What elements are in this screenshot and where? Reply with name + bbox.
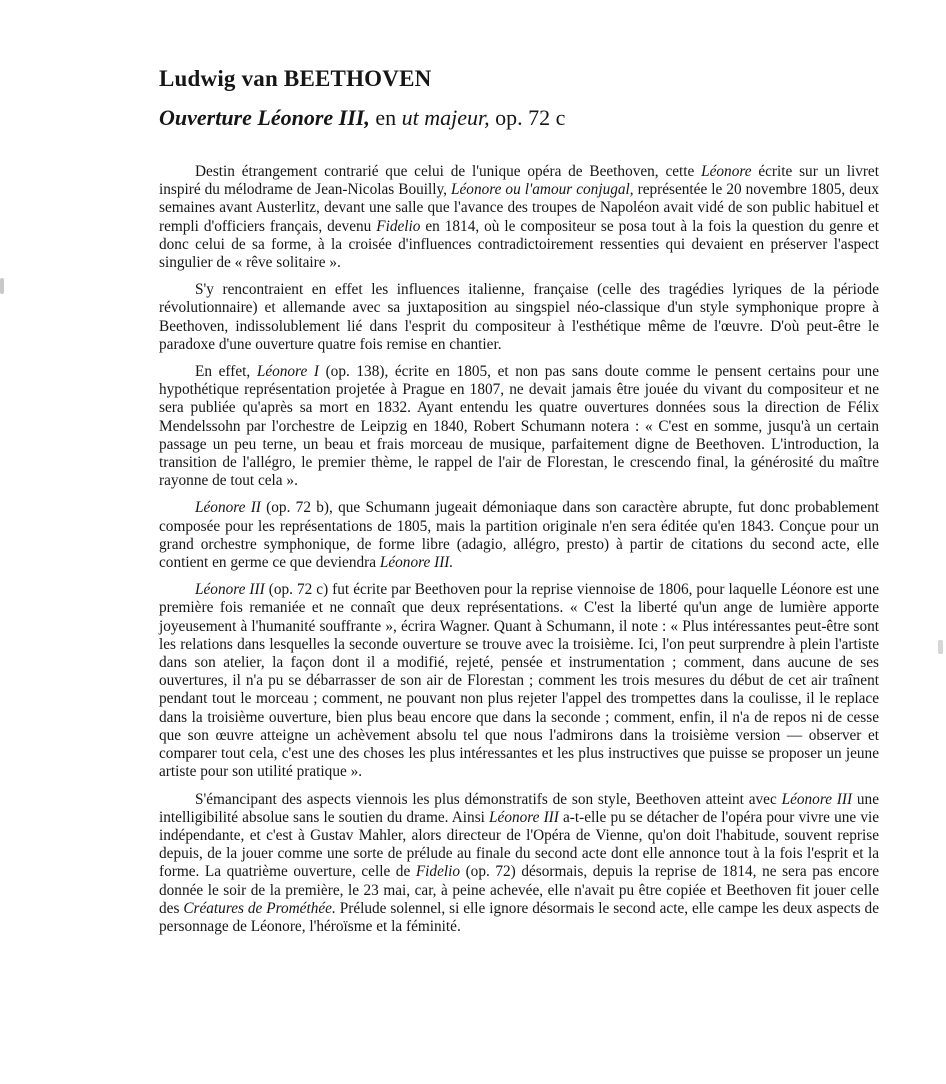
- text-run: a-t-elle pu se détacher de l'opéra pour vivre une vie indépendante, et c'est à Gustav Mahler, alors directeur de l'Opéra de Vienne, qu'on doit l'habitude, souvent reprise depuis, de la jouer comme une sorte de prélude au finale du second acte dont elle annonce tout à la fois l'esprit et la forme. La quatrième ouverture, celle de: [159, 808, 880, 881]
- italic-text: Fidelio: [415, 863, 461, 881]
- text-run: écrite sur un livret inspiré du mélodrame de Jean-Nicolas Bouilly,: [159, 163, 879, 199]
- work-title-sep: en: [369, 105, 402, 130]
- article-body: [159, 163, 879, 945]
- text-run: S'y rencontraient en effet les influences italienne, française (celle des tragédies lyriques de la période révolutionnaire) et allemande avec sa juxtaposition au singspiel néo-classique d'un style symphonique propre à Beethoven, indissolublement lié dans l'esprit du compositeur à l'esthétique même de l'œuvre. D'où peut-être le paradoxe d'une ouverture quatre fois remise en chantier.: [159, 281, 879, 353]
- paragraph: [159, 581, 879, 781]
- text-run: (op. 72 c) fut écrite par Beethoven pour la reprise viennoise de 1806, pour laquelle Léonore est une première fois remaniée et ne connaît que deux représentations. « C'est la liberté qu'un ange de lumière apporte joyeusement à l'humanité souffrante », écrira Wagner. Quant à Schumann, il note : « Plus intéressantes peut-être sont les relations dans lesquelles la seconde ouverture se trouve avec la troisième. Ici, l'on peut surprendre à plein l'artiste dans son atelier, la façon dont il a modifié, rejeté, pensée et instrumentation ; comment, dans aucune de ses ouvertures, il n'a pu se débarrasser de son air de Florestan ; comment les trois mesures du début de cet air traînent pendant tout le morceau ; comment, ne pouvant non plus rejeter l'appel des trompettes dans la coulisse, il le replace dans la troisième ouverture, bien plus beau encore que dans la seconde ; comment, enfin, il n'a de repos ni de cesse que son œuvre atteigne un achèvement absolu tel que nous l'admirons dans la troisième version — observer et comparer tout cela, c'est une des choses les plus intéressantes et les plus instructives que puisse se proposer un jeune artiste pour son utilité pratique ».: [159, 581, 879, 781]
- italic-text: Léonore III.: [379, 554, 454, 572]
- text-run: représentée le 20 novembre 1805, deux semaines avant Austerlitz, devant une salle que l'avance des troupes de Napoléon avait vidé de son public habituel et rempli d'officiers français, devenu: [159, 181, 879, 235]
- text-run: Prélude solennel, si elle ignore désormais le second acte, elle campe les deux aspects de personnage de Léonore, l'héroïsme et la féminité.: [159, 899, 879, 935]
- text-run: (op. 72) désormais, depuis la reprise de 1814, ne sera pas encore donnée le soir de la première, le 23 mai, car, à peine achevée, elle n'avait pu être copiée et Beethoven fit jouer celle des: [159, 863, 880, 917]
- work-title-main: Ouverture Léonore III,: [159, 105, 370, 130]
- paragraph: [159, 163, 879, 272]
- paragraph: [159, 791, 879, 937]
- italic-text: Créatures de Prométhée.: [183, 899, 336, 917]
- italic-text: Léonore I: [256, 363, 319, 381]
- work-title: [159, 105, 565, 131]
- paragraph: [159, 281, 879, 354]
- italic-text: Léonore II: [195, 499, 261, 517]
- italic-text: Fidelio: [376, 217, 421, 235]
- italic-text: Léonore III: [489, 808, 559, 826]
- text-run: En effet,: [195, 363, 257, 381]
- text-run: Destin étrangement contrarié que celui de l'unique opéra de Beethoven, cette: [195, 163, 702, 180]
- scan-edge-mark: [0, 278, 4, 294]
- paragraph: [159, 363, 879, 490]
- italic-text: Léonore III: [781, 790, 853, 808]
- text-run: une intelligibilité absolue sans le soutien du drame. Ainsi: [159, 790, 879, 826]
- italic-text: Léonore III: [195, 581, 265, 599]
- scan-edge-mark: [938, 640, 943, 654]
- paragraph: [159, 499, 879, 572]
- composer-heading: Ludwig van BEETHOVEN: [159, 66, 432, 91]
- text-run: S'émancipant des aspects viennois les plus démonstratifs de son style, Beethoven atteint avec: [195, 790, 782, 808]
- text-run: en 1814, où le compositeur se posa tout à la fois la question du genre et donc celui de sa forme, à la croisée d'influences contradictoirement ressenties qui devaient en préserver l'aspect singulier de « rêve solitaire ».: [159, 217, 879, 272]
- text-run: (op. 72 b), que Schumann jugeait démoniaque dans son caractère abrupte, fut donc probablement composée pour les représentations de 1805, mais la partition originale n'en sera éditée qu'en 1843. Conçue pour un grand orchestre symphonique, de forme libre (adagio, allégro, presto) à partir de citations du second acte, elle contient en germe ce que deviendra: [159, 499, 879, 572]
- work-opus: op. 72 c: [489, 105, 566, 130]
- work-key: ut majeur,: [401, 105, 490, 130]
- text-run: (op. 138), écrite en 1805, et non pas sans doute comme le pensent certains pour une hypothétique représentation projetée à Prague en 1807, ne devait jamais être jouée du vivant du compositeur et ne sera publiée qu'après sa mort en 1832. Ayant entendu les quatre ouvertures données sous la direction de Félix Mendelssohn par l'orchestre de Leipzig en 1840, Robert Schumann notera : « C'est en somme, jusqu'à un certain passage un peu terne, un beau et frais morceau de musique, parfaitement digne de Beethoven. L'introduction, la transition de l'allégro, le premier thème, le rappel de l'air de Florestan, le crescendo final, la générosité du maître rayonne de tout cela ».: [159, 363, 879, 490]
- italic-text: Léonore ou l'amour conjugal,: [451, 181, 634, 199]
- italic-text: Léonore: [701, 163, 752, 180]
